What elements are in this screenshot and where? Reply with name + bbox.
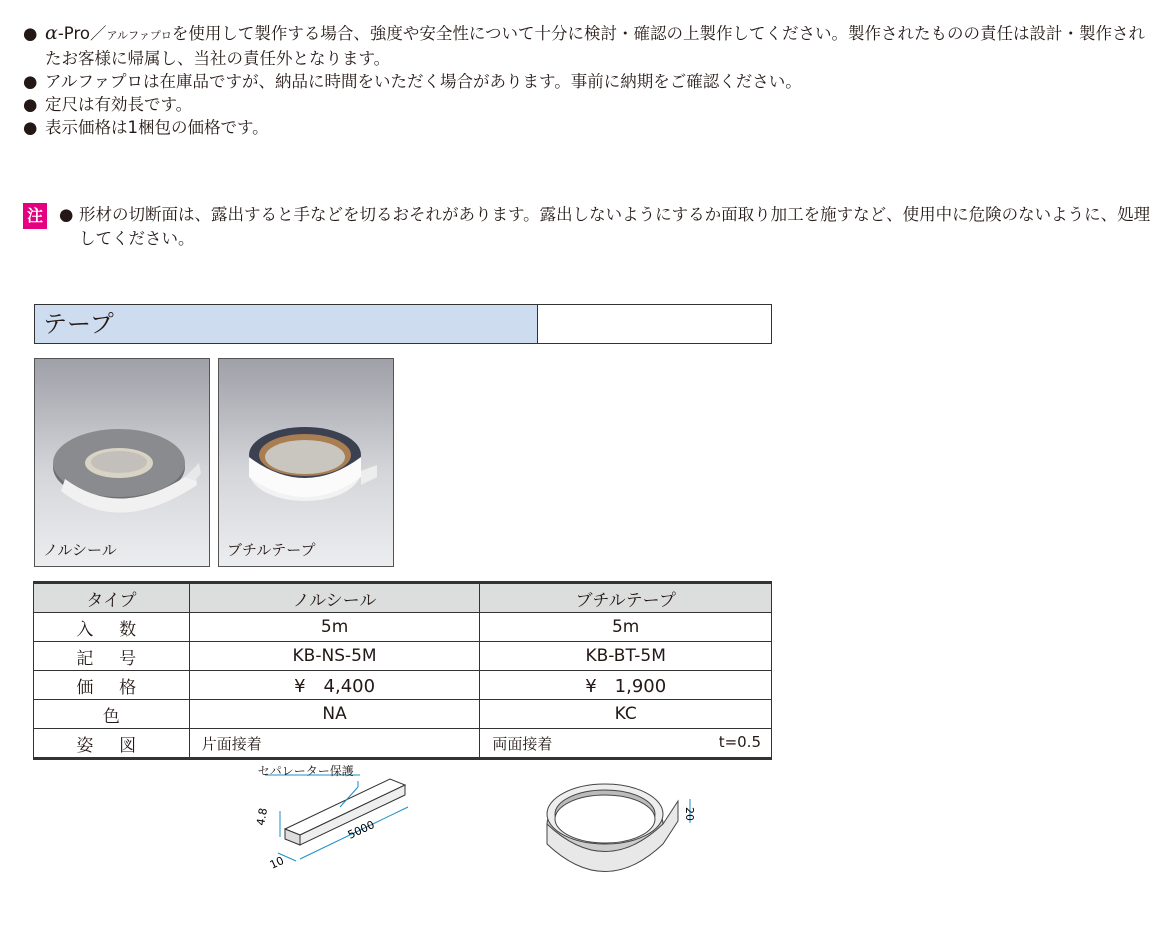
note-body: を使用して製作する場合、強度や安全性について十分に検討・確認の上製作してください。製作されたものの責任は設計・製作されたお客様に帰属し、当社の責任外となります。 [45,24,1145,68]
caution-icon: 注 [23,203,47,229]
note-text: アルファプロは在庫品ですが、納品に時間をいただく場合があります。事前に納期をご確認ください。 [45,72,802,91]
caution-block [23,203,1163,251]
bullet-icon: ● [23,72,38,91]
table-row [34,700,772,729]
bullet-icon: ● [23,95,38,114]
spec-table [33,581,772,872]
product-photo-norseal [34,358,210,567]
cell-value: KB-NS-5M [189,642,480,671]
table-row [34,642,772,671]
table-row [34,671,772,700]
cell-price: ¥ 4,400 [189,671,480,700]
note-item [23,22,1158,70]
row-label-quantity: 入 数 [34,613,190,642]
row-label-figure: 姿 図 [34,729,190,759]
figure-cell-butyl [480,729,772,821]
photo-label: ブチルテープ [227,541,316,559]
alpha-symbol: α [45,22,58,44]
dim-width: 10 [267,854,286,872]
photo-label: ノルシール [43,541,117,559]
cell-price: ¥ 1,900 [480,671,772,700]
row-label-color: 色 [34,700,190,729]
cell-value: NA [189,700,480,729]
cell-value: 5m [480,613,772,642]
caution-text: 形材の切断面は、露出すると手などを切るおそれがあります。露出しないようにするか面取り加工を施すなど、使用中に危険のないように、処理してください。 [79,205,1151,248]
separator-label: セパレーター保護 [257,764,354,778]
pro-reading: アルファプロ [106,29,172,42]
figure-cell-norseal [189,729,480,872]
table-row [34,613,772,642]
header-type: タイプ [34,583,190,613]
product-photo-butyl [218,358,394,567]
cell-value: 5m [189,613,480,642]
section-blank-cell [538,305,771,343]
pro-label: -Pro／ [57,24,107,43]
table-header-row [34,583,772,613]
dim-height: 4.8 [253,807,270,827]
note-item [23,116,1158,139]
table-row-figure [34,729,772,759]
figure-caption: 両面接着 [492,735,553,753]
note-text: 表示価格は1梱包の価格です。 [45,118,269,137]
bullet-icon: ● [23,118,38,137]
note-text: 定尺は有効長です。 [45,95,193,114]
row-label-code: 記 号 [34,642,190,671]
norseal-roll-image [35,359,209,566]
butyl-roll-image [219,359,393,566]
section-header [34,304,772,344]
cell-value: KC [480,700,772,729]
header-butyl: ブチルテープ [480,583,772,613]
note-text [45,22,1158,70]
section-title: テープ [35,305,538,343]
figure-caption: 片面接着 [201,735,262,753]
thickness-label: t=0.5 [718,733,761,751]
notes-list [23,22,1158,139]
note-item [23,93,1158,116]
cell-value: KB-BT-5M [480,642,772,671]
butyl-dimension-drawing [480,729,771,899]
dim-length: 5000 [345,818,377,842]
note-item [23,70,1158,93]
row-label-price: 価 格 [34,671,190,700]
header-norseal: ノルシール [189,583,480,613]
dim-width: 20 [683,807,697,821]
norseal-dimension-drawing [190,729,480,899]
bullet-icon: ● [59,205,74,224]
bullet-icon: ● [23,24,38,43]
